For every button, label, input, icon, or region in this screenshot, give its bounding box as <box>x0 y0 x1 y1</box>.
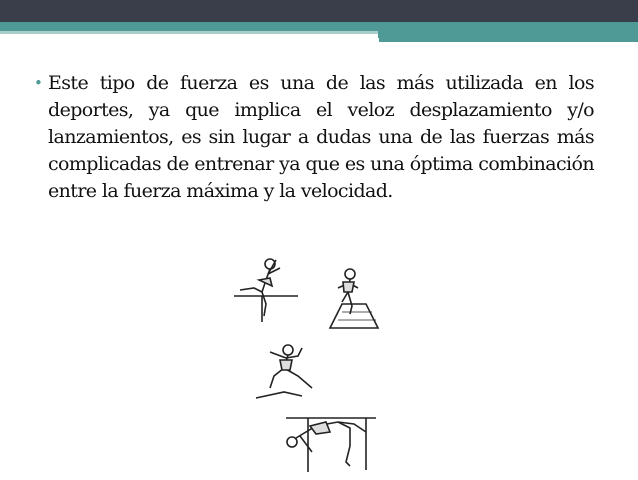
long-jumper-figure-icon <box>330 269 378 328</box>
bullet-icon: • <box>34 74 43 92</box>
athletes-illustration <box>226 256 396 476</box>
header-dark-band <box>0 0 638 22</box>
high-jumper-figure-icon <box>286 418 376 472</box>
hurdler-figure-icon <box>234 259 298 322</box>
slide-content <box>34 70 594 205</box>
bullet-item <box>34 70 594 205</box>
thrower-figure-icon <box>256 345 312 398</box>
bullet-text: Este tipo de fuerza es una de las más utilizada en los deportes, ya que implica el veloz desplazamiento y/o lanzamientos, es sin lugar a dudas una de las fuerzas más complicadas de entrenar ya que es una óptima combinación entre la fuerza máxima y la velocidad. <box>48 72 594 202</box>
header-accent-line <box>378 38 625 43</box>
